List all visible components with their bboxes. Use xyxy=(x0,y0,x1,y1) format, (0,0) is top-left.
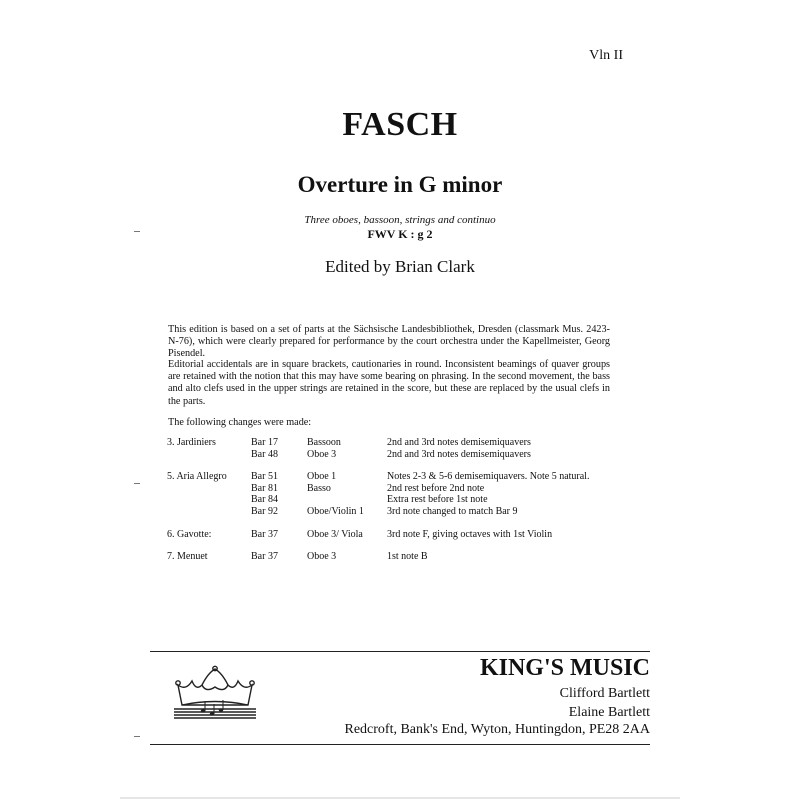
scan-edge xyxy=(120,797,680,799)
composer-title: FASCH xyxy=(342,106,458,143)
table-row xyxy=(167,483,589,495)
publisher-person: Elaine Bartlett xyxy=(568,705,650,720)
scoring-line: Three oboes, bassoon, strings and continuo xyxy=(304,214,496,226)
source-note-paragraph: This edition is based on a set of parts at the Sächsische Landesbibliothek, Dresden (classmark Mus. 2423-N-76), which were clearly prepared for performance by the court orchestra under the Kapellmeister, Georg Pisendel. xyxy=(168,324,610,360)
changes-intro: The following changes were made: xyxy=(168,417,312,428)
bar-number: Bar 81 xyxy=(251,482,278,494)
work-title: Overture in G minor xyxy=(297,172,503,197)
editorial-note-paragraph: Editorial accidentals are in square brackets, cautionaries in round. Inconsistent beamings of quaver groups are retained with the notion that this may have some bearing on phrasing. In the second movement, the bass and alto clefs used in the upper strings are retained in the score, but these are replaced by the usual clefs in the parts. xyxy=(168,359,610,407)
part-name: Oboe 1 xyxy=(307,471,337,483)
part-name: Oboe/Violin 1 xyxy=(307,505,364,517)
scan-tick-mark xyxy=(134,483,140,484)
table-row xyxy=(167,506,589,518)
publisher-address: Redcroft, Bank's End, Wyton, Huntingdon, PE28 2AA xyxy=(344,722,650,737)
table-row xyxy=(167,494,589,506)
change-description: 3rd note F, giving octaves with 1st Violin xyxy=(387,528,553,540)
bar-number: Bar 84 xyxy=(251,494,278,506)
movement-name: 3. Jardiniers xyxy=(167,437,216,448)
bar-number: Bar 51 xyxy=(251,471,278,483)
change-description: Extra rest before 1st note xyxy=(387,494,488,506)
changes-table xyxy=(167,437,589,563)
table-row xyxy=(167,449,589,461)
change-description: 3rd note changed to match Bar 9 xyxy=(387,505,518,517)
part-name: Basso xyxy=(307,482,331,494)
change-description: 2nd and 3rd notes demisemiquavers xyxy=(387,448,531,460)
table-row xyxy=(167,471,589,483)
movement-name: 7. Menuet xyxy=(167,551,208,563)
bar-number: Bar 37 xyxy=(251,551,278,563)
part-name: Oboe 3 xyxy=(307,448,337,460)
scan-tick-mark xyxy=(134,231,140,232)
footer-bottom-rule xyxy=(150,744,650,745)
publisher-person: Clifford Bartlett xyxy=(559,686,650,701)
part-name: Bassoon xyxy=(307,437,341,448)
bar-number: Bar 92 xyxy=(251,505,278,517)
part-name: Oboe 3 xyxy=(307,551,337,563)
part-name xyxy=(307,494,387,506)
editor-credit: Edited by Brian Clark xyxy=(325,257,475,276)
change-description: 2nd rest before 2nd note xyxy=(387,482,485,494)
table-row xyxy=(167,437,589,449)
part-name: Oboe 3/ Viola xyxy=(307,528,363,540)
bar-number: Bar 37 xyxy=(251,528,278,540)
movement-name: 6. Gavotte: xyxy=(167,528,212,540)
movement-name: 5. Aria Allegro xyxy=(167,471,227,483)
change-description: Notes 2-3 & 5-6 demisemiquavers. Note 5 natural. xyxy=(387,471,590,483)
table-row xyxy=(167,551,589,563)
publisher-name: KING'S MUSIC xyxy=(479,655,650,681)
footer-top-rule xyxy=(150,651,650,652)
change-description: 2nd and 3rd notes demisemiquavers xyxy=(387,437,531,448)
table-row xyxy=(167,529,589,541)
bar-number: Bar 17 xyxy=(251,437,278,448)
part-label: Vln II xyxy=(589,48,623,63)
catalogue-number: FWV K : g 2 xyxy=(367,227,433,241)
change-description: 1st note B xyxy=(387,551,428,563)
bar-number: Bar 48 xyxy=(251,448,278,460)
